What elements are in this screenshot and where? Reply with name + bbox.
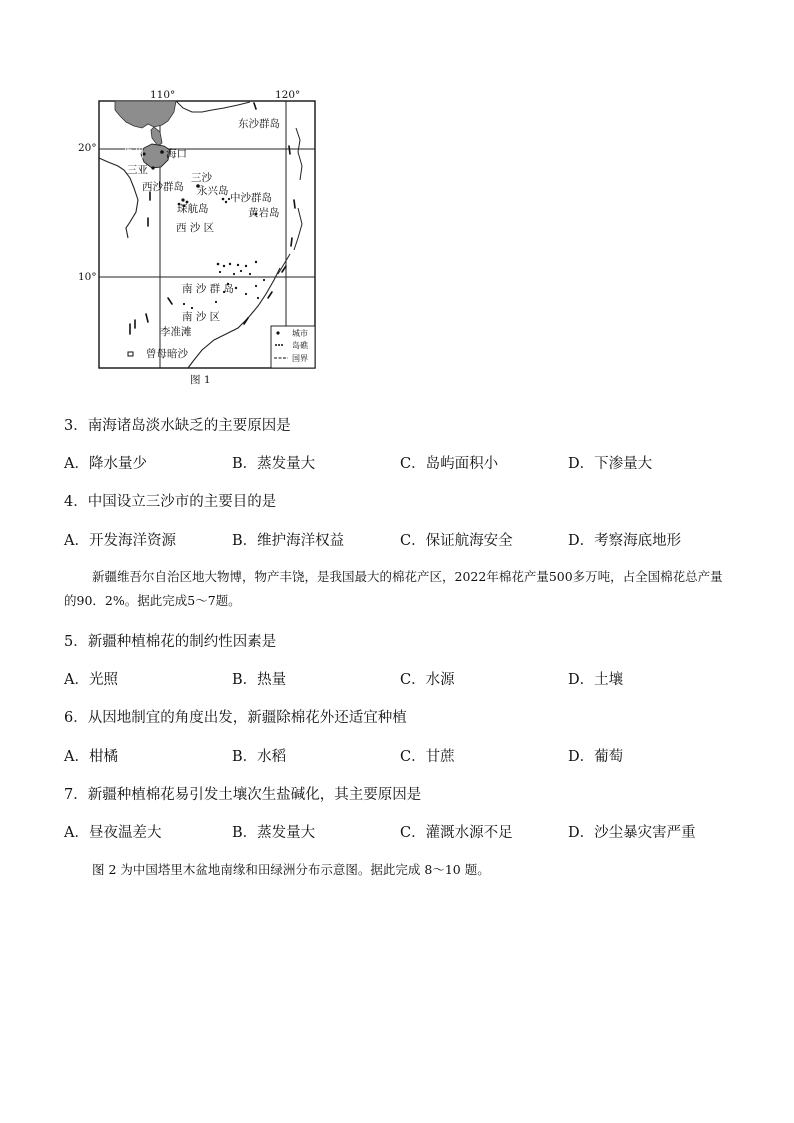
question-7-option-a[interactable]: A．昼夜温差大: [64, 825, 162, 841]
lon-label-120: 120°: [275, 89, 301, 101]
lat-label-20: 20°: [78, 142, 97, 154]
label-yongxing: 永兴岛: [197, 185, 229, 197]
label-sansha: 三沙: [191, 172, 212, 184]
label-danzhou: 儋州: [123, 148, 144, 160]
question-3-option-d[interactable]: D．下渗量大: [568, 456, 653, 472]
label-xisha: 西沙群岛: [142, 181, 184, 193]
figure-caption: 图 1: [190, 374, 211, 386]
question-3-stem: 3．南海诸岛淡水缺乏的主要原因是: [64, 418, 291, 434]
question-5-option-d[interactable]: D．土壤: [568, 672, 624, 688]
question-5-option-c[interactable]: C．水源: [400, 672, 455, 688]
question-6-option-c[interactable]: C．甘蔗: [400, 749, 455, 765]
question-4-option-a[interactable]: A．开发海洋资源: [64, 533, 176, 549]
label-xisha-district: 西 沙 区: [176, 222, 215, 234]
question-4-stem: 4．中国设立三沙市的主要目的是: [64, 494, 277, 510]
question-3-option-c[interactable]: C．岛屿面积小: [400, 456, 499, 472]
question-5-option-a[interactable]: A．光照: [64, 672, 118, 688]
question-6-option-d[interactable]: D．葡萄: [568, 749, 624, 765]
legend-border: 国界: [292, 354, 308, 363]
question-7-stem: 7．新疆种植棉花易引发土壤次生盐碱化，其主要原因是: [64, 787, 422, 803]
label-sanya: 三亚: [127, 164, 148, 176]
label-zhongsha: 中沙群岛: [230, 192, 272, 204]
question-7-option-c[interactable]: C．灌溉水源不足: [400, 825, 513, 841]
question-7-option-d[interactable]: D．沙尘暴灾害严重: [568, 825, 696, 841]
legend-city: 城市: [292, 329, 308, 338]
lat-label-10: 10°: [78, 271, 97, 283]
question-7-option-b[interactable]: B．蒸发量大: [232, 825, 316, 841]
question-6-option-b[interactable]: B．水稻: [232, 749, 287, 765]
label-nansha: 南 沙 群 岛: [182, 283, 235, 295]
question-6-stem: 6．从因地制宜的角度出发，新疆除棉花外还适宜种植: [64, 710, 407, 726]
south-china-sea-map: [78, 88, 322, 388]
label-nansha-district: 南 沙 区: [182, 311, 221, 323]
question-5-stem: 5．新疆种植棉花的制约性因素是: [64, 634, 277, 650]
label-zengmu: 曾母暗沙: [146, 348, 188, 360]
question-3-option-a[interactable]: A．降水量少: [64, 456, 147, 472]
question-4-option-c[interactable]: C．保证航海安全: [400, 533, 513, 549]
map-drawing: [78, 88, 322, 388]
passage-tarim: 图 2 为中国塔里木盆地南缘和田绿洲分布示意图。据此完成 8～10 题。: [92, 862, 490, 877]
question-4-option-d[interactable]: D．考察海底地形: [568, 533, 682, 549]
label-huangyan: 黄岩岛: [248, 207, 280, 219]
passage-xinjiang: 新疆维吾尔自治区地大物博，物产丰饶，是我国最大的棉花产区，2022年棉花产量500多万吨，占全国棉花总产量的90．2%。据此完成5～7题。: [64, 569, 723, 608]
question-4-option-b[interactable]: B．维护海洋权益: [232, 533, 345, 549]
label-haikou: 海口: [166, 148, 187, 160]
lon-label-110: 110°: [150, 89, 176, 101]
question-6-option-a[interactable]: A．柑橘: [64, 749, 118, 765]
question-3-option-b[interactable]: B．蒸发量大: [232, 456, 316, 472]
label-tanhang: 琛航岛: [177, 203, 209, 215]
label-lizhun: 李准滩: [160, 326, 192, 338]
legend-island: 岛礁: [292, 341, 308, 350]
label-dongsha: 东沙群岛: [238, 118, 280, 130]
question-5-option-b[interactable]: B．热量: [232, 672, 287, 688]
